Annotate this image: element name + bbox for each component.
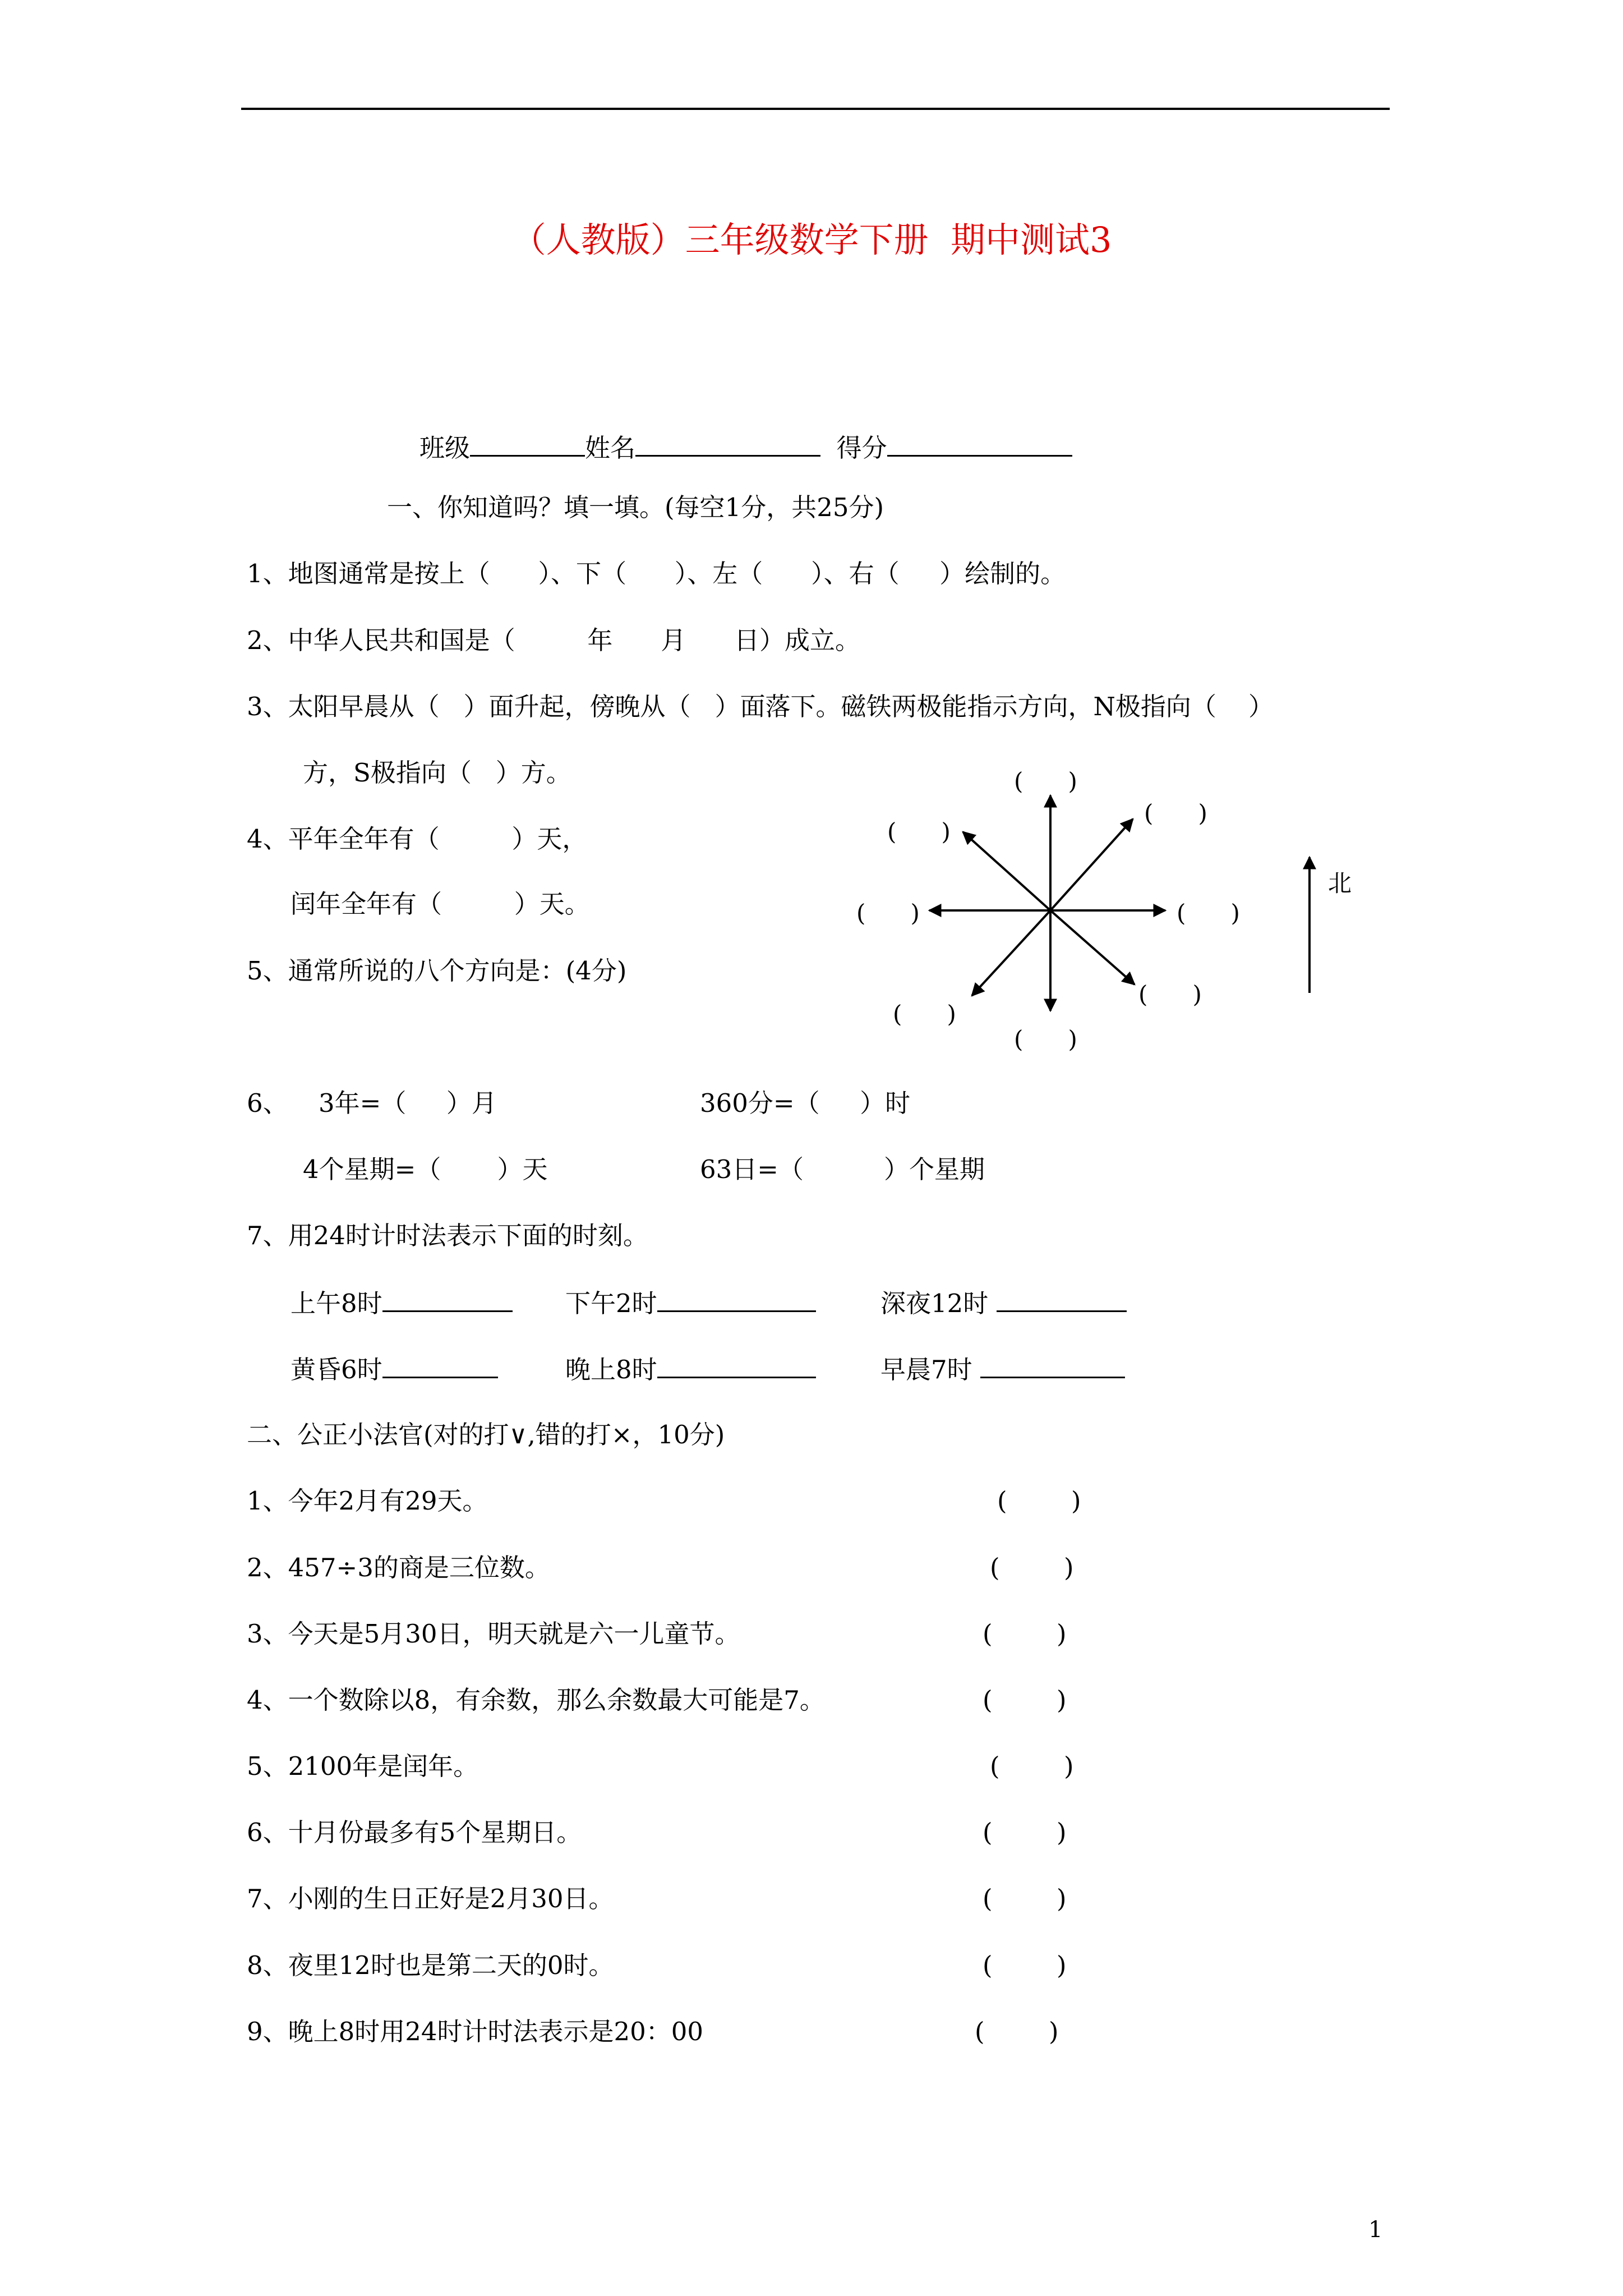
compass-blank-right[interactable]: ( ) (1177, 899, 1240, 927)
time-item-2: 下午2时 (565, 1286, 816, 1320)
question-5: 5、通常所说的八个方向是：(4分) (247, 956, 627, 986)
question-3-line-1: 3、太阳早晨从（ ）面升起，傍晚从（ ）面落下。磁铁两极能指示方向，N极指向（ ） (247, 692, 1274, 721)
time-item-4: 黄昏6时 (291, 1352, 498, 1387)
judgement-answer[interactable]: ( ) (983, 1685, 1067, 1715)
judgement-answer[interactable]: ( ) (983, 1950, 1067, 1980)
question-6-item-c: 4个星期=（ ）天 (303, 1154, 548, 1184)
page-number: 1 (1368, 2217, 1383, 2243)
judgement-item: 1、今年2月有29天。 (247, 1486, 488, 1516)
time-item-3: 深夜12时 (880, 1286, 1127, 1320)
compass-blank-upper-left[interactable]: ( ) (887, 818, 951, 845)
question-6-item-a: 3年=（ ）月 (319, 1088, 497, 1118)
question-6-item-b: 360分=（ ）时 (700, 1088, 911, 1118)
judgement-item: 9、晚上8时用24时计时法表示是20：00 (247, 2017, 704, 2046)
time-blank[interactable] (657, 1352, 816, 1378)
compass-blank-lower-right[interactable]: ( ) (1138, 981, 1202, 1008)
section-two-heading: 二、公正小法官(对的打∨,错的打×，10分) (247, 1420, 725, 1450)
time-item-5: 晚上8时 (565, 1352, 816, 1387)
judgement-item: 7、小刚的生日正好是2月30日。 (247, 1884, 614, 1913)
question-1: 1、地图通常是按上（ ）、下（ ）、左（ ）、右（ ）绘制的。 (247, 559, 1066, 588)
compass-blank-top[interactable]: ( ) (1014, 767, 1077, 795)
judgement-answer[interactable]: ( ) (990, 1553, 1074, 1582)
compass-blank-lower-left[interactable]: ( ) (893, 1000, 956, 1028)
compass-arrow-upper-left (963, 832, 1050, 910)
question-7: 7、用24时计时法表示下面的时刻。 (247, 1221, 648, 1250)
question-6-label: 6、 (247, 1088, 288, 1118)
time-blank[interactable] (382, 1352, 498, 1378)
time-item-6: 早晨7时 (880, 1352, 1125, 1387)
judgement-item: 5、2100年是闰年。 (247, 1751, 479, 1781)
judgement-item: 6、十月份最多有5个星期日。 (247, 1818, 582, 1847)
north-label: 北 (1328, 869, 1352, 897)
compass-blank-bottom[interactable]: ( ) (1014, 1025, 1077, 1053)
time-blank[interactable] (980, 1352, 1125, 1378)
judgement-answer[interactable]: ( ) (983, 1818, 1067, 1847)
judgement-item: 8、夜里12时也是第二天的0时。 (247, 1950, 614, 1980)
compass-arrow-upper-right (1050, 819, 1133, 910)
question-4-line-1: 4、平年全年有（ ）天， (247, 824, 588, 854)
score-label: 得分 (836, 433, 887, 463)
name-label: 姓名 (585, 433, 636, 463)
judgement-item: 4、一个数除以8，有余数，那么余数最大可能是7。 (247, 1685, 825, 1715)
time-blank[interactable] (997, 1286, 1127, 1312)
judgement-answer[interactable]: ( ) (990, 1751, 1074, 1781)
time-blank[interactable] (657, 1286, 816, 1312)
judgement-answer[interactable]: ( ) (983, 1619, 1067, 1649)
judgement-answer[interactable]: ( ) (975, 2017, 1059, 2046)
time-blank[interactable] (382, 1286, 513, 1312)
judgement-item: 2、457÷3的商是三位数。 (247, 1553, 550, 1582)
class-label: 班级 (419, 433, 471, 463)
judgement-answer[interactable]: ( ) (997, 1486, 1081, 1516)
question-4-line-2: 闰年全年有（ ）天。 (291, 889, 590, 919)
judgement-item: 3、今天是5月30日，明天就是六一儿童节。 (247, 1619, 740, 1649)
compass-arrow-lower-right (1050, 910, 1135, 984)
page-title: （人教版）三年级数学下册 期中测试3 (511, 219, 1112, 260)
compass-blank-upper-right[interactable]: ( ) (1144, 799, 1207, 827)
section-one-heading: 一、你知道吗？填一填。(每空1分，共25分) (387, 493, 884, 522)
compass-blank-left[interactable]: ( ) (856, 899, 920, 927)
time-item-1: 上午8时 (291, 1286, 513, 1320)
question-2: 2、中华人民共和国是（ 年 月 日）成立。 (247, 625, 861, 655)
compass-arrow-lower-left (972, 910, 1050, 996)
question-6-item-d: 63日=（ ）个星期 (700, 1154, 985, 1184)
question-3-line-2: 方，S极指向（ ）方。 (303, 758, 571, 788)
judgement-answer[interactable]: ( ) (983, 1884, 1067, 1913)
